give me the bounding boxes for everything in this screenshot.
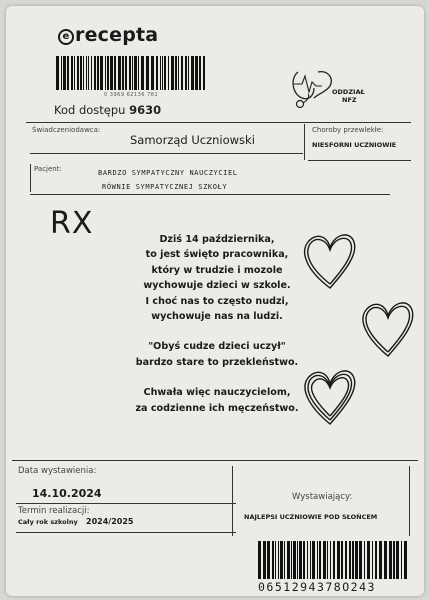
patient-label: Pacjent: <box>34 165 62 173</box>
issued-by-value: NAJLEPSI UCZNIOWIE POD SŁOŃCEM <box>244 513 378 521</box>
barcode-bar <box>191 56 194 90</box>
barcode-bar <box>263 541 266 579</box>
barcode-bar <box>164 56 166 90</box>
poem-line: za codzienne ich męczeństwo. <box>135 402 299 414</box>
barcode-bar <box>272 541 274 579</box>
barcode-bar <box>162 56 163 90</box>
barcode-bar <box>401 541 402 579</box>
heart-icon <box>305 371 355 424</box>
barcode-bar <box>299 541 302 579</box>
barcode-bar <box>171 56 174 90</box>
barcode-bar <box>105 56 106 90</box>
barcode-bar <box>275 541 276 579</box>
barcode-bar <box>303 541 305 579</box>
erecepta-logo <box>58 24 158 46</box>
barcode-bar <box>330 541 331 579</box>
barcode-bar <box>107 56 109 90</box>
heart-icon <box>363 303 413 356</box>
barcode-bar <box>141 56 144 90</box>
barcode-bar <box>156 56 158 90</box>
term-prefix: Cały rok szkolny <box>18 518 78 526</box>
top-divider <box>26 122 411 123</box>
rx-symbol: RX <box>50 206 94 241</box>
barcode-bar <box>132 56 133 90</box>
barcode-bar <box>355 541 358 579</box>
barcode-bar <box>379 541 382 579</box>
barcode-bar <box>168 56 169 90</box>
patient-line-1: BARDZO SYMPATYCZNY NAUCZYCIEL <box>98 169 238 177</box>
barcode-bar <box>56 56 59 90</box>
barcode-bar <box>293 541 296 579</box>
barcode-bar <box>122 56 124 90</box>
top-barcode <box>56 56 206 90</box>
barcode-bar <box>333 541 335 579</box>
barcode-bar <box>203 56 205 90</box>
nfz-line-2: NFZ <box>342 96 357 104</box>
barcode-bar <box>372 541 373 579</box>
barcode-bar <box>86 56 87 90</box>
issuer-value: Samorząd Uczniowski <box>130 133 255 147</box>
barcode-bar <box>67 56 69 90</box>
term-value: 2024/2025 <box>86 517 134 526</box>
barcode-bar <box>94 56 96 90</box>
barcode-bar <box>280 541 283 579</box>
term-underline <box>16 532 236 533</box>
barcode-bar <box>297 541 298 579</box>
poem <box>122 232 312 431</box>
barcode-bar <box>160 56 161 90</box>
barcode-bar <box>393 541 395 579</box>
barcode-bar <box>375 541 377 579</box>
barcode-bar <box>284 541 285 579</box>
poem-stanza <box>122 385 312 416</box>
access-code-label: Kod dostępu <box>54 103 126 117</box>
issuer-label: Świadczeniodawca: <box>32 126 101 134</box>
logo-e-mark: e <box>58 29 74 45</box>
bottom-divider <box>12 460 418 461</box>
barcode-bar <box>349 541 351 579</box>
barcode-bar <box>267 541 270 579</box>
barcode-bar <box>359 541 362 579</box>
poem-line: który w trudzie i mozole <box>151 264 283 276</box>
issue-date-underline <box>16 503 236 504</box>
access-code-value: 9630 <box>129 103 162 117</box>
barcode-bar <box>310 541 311 579</box>
barcode-bar <box>100 56 103 90</box>
issued-by-label: Wystawiający: <box>292 492 353 502</box>
top-barcode-number: 0 3969 62136 781 <box>104 92 159 98</box>
disease-underline <box>308 160 411 161</box>
disease-label: Choroby przewlekłe: <box>312 126 384 134</box>
barcode-bar <box>396 541 399 579</box>
barcode-bar <box>327 541 328 579</box>
poem-line: I choć nas to często nudzi, <box>145 295 289 307</box>
barcode-bar <box>61 56 62 90</box>
poem-stanza <box>122 232 312 324</box>
patient-underline <box>30 194 390 195</box>
issuer-box-left <box>232 466 233 536</box>
poem-line: "Obyś cudze dzieci uczył" <box>148 341 286 353</box>
barcode-bar <box>146 56 149 90</box>
disease-left-border <box>304 124 305 160</box>
barcode-bar <box>125 56 127 90</box>
barcode-bar <box>110 56 113 90</box>
barcode-bar <box>287 541 290 579</box>
barcode-bar <box>323 541 326 579</box>
barcode-bar <box>364 541 365 579</box>
barcode-bar <box>77 56 79 90</box>
poem-line: Dziś 14 października, <box>159 234 275 245</box>
barcode-bar <box>317 541 318 579</box>
poem-line: to jest święto pracownika, <box>145 249 289 261</box>
hearts-doodle <box>296 228 420 442</box>
barcode-bar <box>188 56 189 90</box>
poem-line: wychowuje dzieci w szkole. <box>143 280 291 292</box>
barcode-bar <box>129 56 131 90</box>
barcode-bar <box>185 56 187 90</box>
issuer-underline <box>30 153 303 154</box>
barcode-bar <box>404 541 407 579</box>
barcode-bar <box>352 541 354 579</box>
barcode-bar <box>118 56 121 90</box>
poem-line: Chwała więc nauczycielom, <box>143 387 291 399</box>
barcode-bar <box>384 541 387 579</box>
term-label: Termin realizacji: <box>18 506 90 516</box>
barcode-bar <box>181 56 183 90</box>
poem-line: wychowuje nas na ludzi. <box>151 311 283 323</box>
nfz-line-1: ODDZIAŁ <box>332 88 365 96</box>
barcode-bar <box>178 56 179 90</box>
poem-stanza <box>122 339 312 370</box>
barcode-bar <box>341 541 343 579</box>
barcode-bar <box>195 56 198 90</box>
barcode-bar <box>138 56 139 90</box>
barcode-bar <box>389 541 392 579</box>
barcode-bar <box>199 56 201 90</box>
barcode-bar <box>307 541 308 579</box>
patient-border <box>30 164 31 192</box>
patient-line-2: RÓWNIE SYMPATYCZNEJ SZKOŁY <box>102 183 228 191</box>
barcode-bar <box>345 541 347 579</box>
barcode-bar <box>258 541 261 579</box>
barcode-bar <box>134 56 137 90</box>
barcode-bar <box>337 541 340 579</box>
disease-value: NIESFORNI UCZNIOWIE <box>312 141 397 149</box>
bottom-barcode <box>258 541 408 579</box>
barcode-bar <box>74 56 75 90</box>
prescription-card <box>6 6 424 596</box>
barcode-bar <box>80 56 82 90</box>
barcode-bar <box>151 56 154 90</box>
issuer-box-right <box>409 466 410 536</box>
barcode-bar <box>319 541 321 579</box>
barcode-bar <box>291 541 292 579</box>
nfz-label <box>332 88 365 104</box>
barcode-bar <box>114 56 116 90</box>
logo-text: recepta <box>75 24 159 46</box>
barcode-bar <box>83 56 84 90</box>
barcode-bar <box>312 541 315 579</box>
barcode-bar <box>88 56 89 90</box>
heart-icon <box>305 235 355 288</box>
issue-date-value: 14.10.2024 <box>32 487 102 500</box>
barcode-bar <box>71 56 73 90</box>
barcode-bar <box>367 541 370 579</box>
barcode-bar <box>63 56 66 90</box>
barcode-bar <box>175 56 177 90</box>
barcode-bar <box>278 541 279 579</box>
bottom-barcode-number: 0651294378O243 <box>258 580 376 594</box>
barcode-bar <box>97 56 99 90</box>
barcode-bar <box>91 56 92 90</box>
poem-line: bardzo stare to przekleństwo. <box>135 356 299 368</box>
issue-date-label: Data wystawienia: <box>18 466 97 476</box>
access-code <box>54 103 161 117</box>
